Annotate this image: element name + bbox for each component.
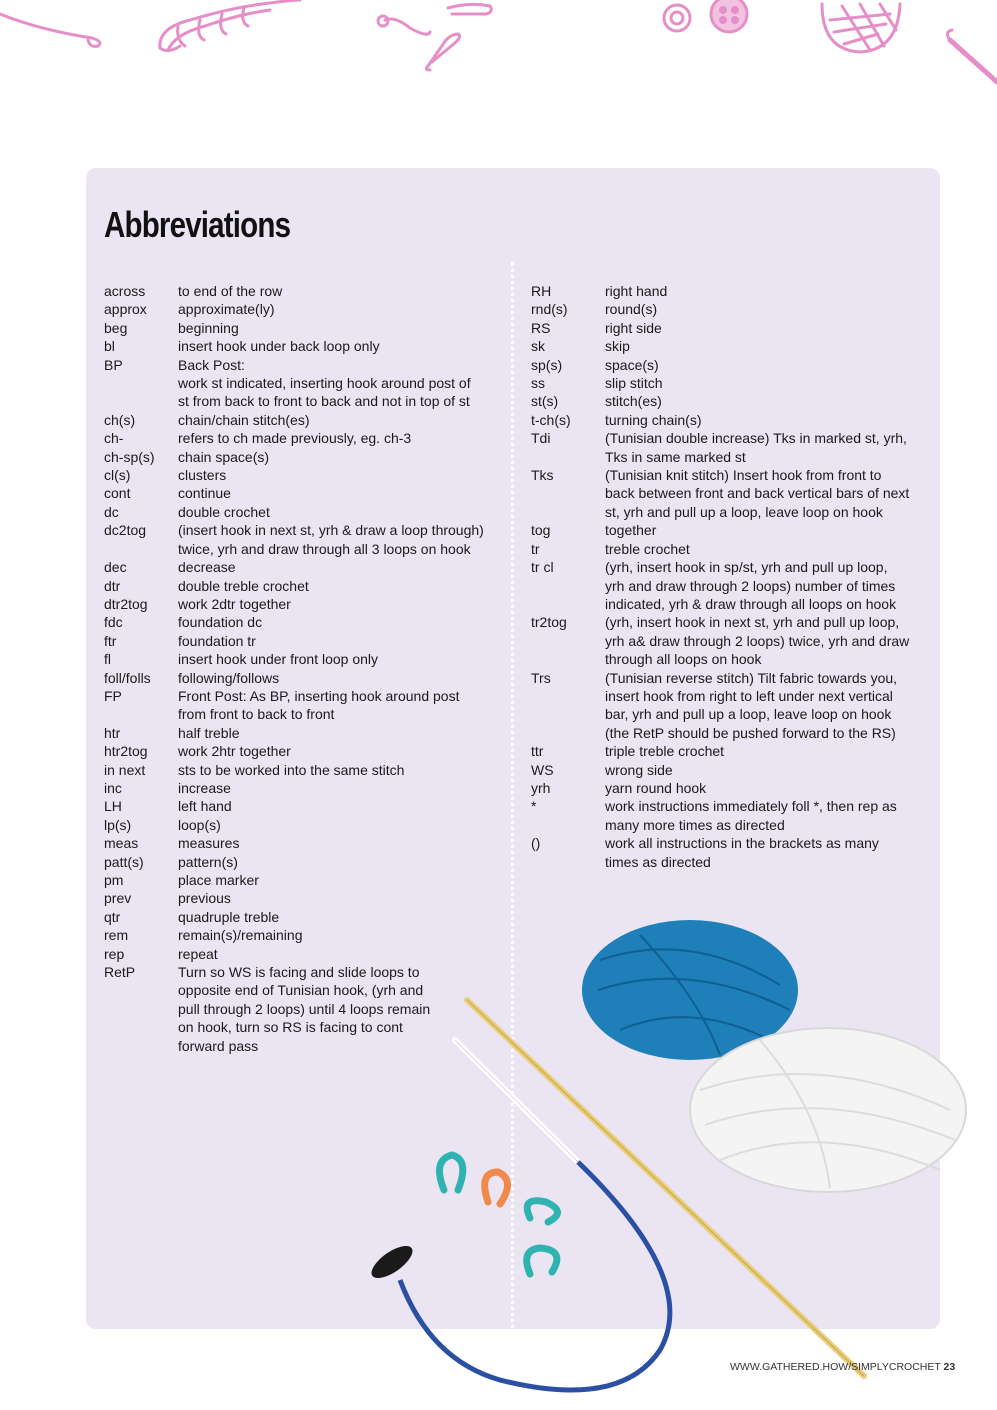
definition-line: to end of the row xyxy=(178,283,283,299)
abbreviation-term: rnd(s) xyxy=(531,301,568,318)
abbreviation-definition xyxy=(178,577,504,595)
abbreviation-entry xyxy=(104,945,504,963)
abbreviation-definition xyxy=(605,374,931,392)
abbreviation-term: rep xyxy=(104,945,125,962)
abbreviation-entry xyxy=(104,429,504,447)
abbreviation-entry xyxy=(531,834,931,871)
definition-line: (yrh, insert hook in next st, yrh and pull up loop, xyxy=(605,614,900,631)
abbreviation-entry xyxy=(104,613,504,631)
abbreviation-term: foll/folls xyxy=(104,669,151,686)
abbreviation-entry xyxy=(104,411,504,429)
abbreviation-entry xyxy=(104,282,504,300)
abbreviation-term: qtr xyxy=(104,908,121,925)
definition-line: back between front and back vertical bars of next xyxy=(605,485,910,502)
abbreviation-term: FP xyxy=(104,687,122,704)
abbreviation-entry xyxy=(104,797,504,815)
abbreviation-term: lp(s) xyxy=(104,816,132,833)
abbreviation-entry xyxy=(531,337,931,355)
definition-line: treble crochet xyxy=(605,540,690,557)
abbreviation-definition xyxy=(178,448,504,466)
abbreviation-term: inc xyxy=(104,779,122,796)
abbreviation-definition xyxy=(178,613,504,631)
abbreviation-term: htr xyxy=(104,724,121,741)
abbreviation-entry xyxy=(531,466,931,521)
abbreviation-definition xyxy=(178,300,504,318)
abbreviation-term: RetP xyxy=(104,964,136,981)
definition-line: remain(s)/remaining xyxy=(178,927,303,944)
definition-line: following/follows xyxy=(178,669,280,686)
abbreviation-definition xyxy=(605,613,931,668)
abbreviation-definition xyxy=(178,797,504,815)
abbreviation-definition xyxy=(605,392,931,410)
abbreviation-term: ch- xyxy=(104,430,124,447)
abbreviation-entry xyxy=(104,908,504,926)
definition-line: turning chain(s) xyxy=(605,411,702,428)
definition-line: round(s) xyxy=(605,301,658,318)
abbreviation-definition xyxy=(605,779,931,797)
abbreviation-term: RS xyxy=(531,319,551,336)
definition-line: yrh a& draw through 2 loops) twice, yrh and draw xyxy=(605,632,910,649)
abbreviation-definition xyxy=(605,761,931,779)
abbreviation-definition xyxy=(605,521,931,539)
abbreviation-term: Tks xyxy=(531,467,554,484)
abbreviation-entry xyxy=(531,319,931,337)
definition-line: work 2htr together xyxy=(178,743,291,760)
definition-line: insert hook from right to left under next vertical xyxy=(605,687,893,704)
abbreviation-entry xyxy=(104,853,504,871)
definition-line: insert hook under back loop only xyxy=(178,338,380,355)
stitch-markers xyxy=(440,1155,558,1274)
abbreviation-term: ss xyxy=(531,375,545,392)
definition-line: sts to be worked into the same stitch xyxy=(178,761,405,778)
abbreviation-term: LH xyxy=(104,798,122,815)
abbreviation-definition xyxy=(178,337,504,355)
definition-line: through all loops on hook xyxy=(605,651,762,668)
abbreviation-definition xyxy=(605,834,931,871)
abbreviation-definition xyxy=(605,558,931,613)
abbreviation-entry xyxy=(104,484,504,502)
abbreviation-entry xyxy=(104,558,504,576)
abbreviation-entry xyxy=(531,411,931,429)
abbreviation-term: dc xyxy=(104,503,119,520)
definition-line: times as directed xyxy=(605,853,711,870)
definition-line: foundation dc xyxy=(178,614,263,631)
definition-line: skip xyxy=(605,338,630,355)
definition-line: (Tunisian double increase) Tks in marked st, yrh, xyxy=(605,430,907,447)
definition-line: from front to back to front xyxy=(178,706,335,723)
abbreviation-definition xyxy=(605,319,931,337)
abbreviation-term: tr cl xyxy=(531,559,554,576)
definition-line: forward pass xyxy=(178,1037,259,1054)
definition-line: increase xyxy=(178,779,231,796)
definition-line: slip stitch xyxy=(605,375,663,392)
abbreviation-entry xyxy=(531,613,931,668)
abbreviation-entry xyxy=(531,392,931,410)
abbreviation-entry xyxy=(104,319,504,337)
abbreviation-definition xyxy=(178,429,504,447)
abbreviation-entry xyxy=(104,595,504,613)
abbreviation-definition xyxy=(605,540,931,558)
definition-line: measures xyxy=(178,835,240,852)
definition-line: work 2dtr together xyxy=(178,595,291,612)
abbreviations-left-column xyxy=(104,282,504,1055)
definition-line: insert hook under front loop only xyxy=(178,651,379,668)
abbreviation-term: rem xyxy=(104,927,129,944)
abbreviation-definition xyxy=(605,466,931,521)
abbreviations-right-column xyxy=(531,282,931,871)
abbreviation-definition xyxy=(178,484,504,502)
abbreviation-definition xyxy=(178,945,504,963)
abbreviation-term: fl xyxy=(104,651,111,668)
abbreviation-definition xyxy=(605,669,931,743)
abbreviation-entry xyxy=(531,429,931,466)
abbreviation-definition xyxy=(605,356,931,374)
abbreviation-definition xyxy=(178,889,504,907)
definition-line: quadruple treble xyxy=(178,908,280,925)
abbreviation-entry xyxy=(531,282,931,300)
abbreviation-definition xyxy=(605,337,931,355)
definition-line: right hand xyxy=(605,283,668,299)
definition-line: right side xyxy=(605,319,662,336)
definition-line: place marker xyxy=(178,872,259,888)
abbreviation-definition xyxy=(178,669,504,687)
abbreviation-entry xyxy=(104,889,504,907)
abbreviation-term: Trs xyxy=(531,669,551,686)
abbreviation-entry xyxy=(104,761,504,779)
abbreviation-entry xyxy=(531,779,931,797)
abbreviation-term: pm xyxy=(104,872,124,888)
cable-hook xyxy=(367,1040,670,1390)
abbreviation-definition xyxy=(605,742,931,760)
definition-line: on hook, turn so RS is facing to cont xyxy=(178,1019,403,1036)
abbreviation-term: dc2tog xyxy=(104,522,147,539)
abbreviation-definition xyxy=(178,466,504,484)
definition-line: foundation tr xyxy=(178,632,256,649)
abbreviation-entry xyxy=(531,761,931,779)
abbreviation-term: tog xyxy=(531,522,551,539)
definition-line: together xyxy=(605,522,657,539)
abbreviation-entry xyxy=(104,742,504,760)
abbreviation-definition xyxy=(178,632,504,650)
abbreviation-entry xyxy=(531,356,931,374)
abbreviation-entry xyxy=(104,521,504,558)
abbreviation-definition xyxy=(178,724,504,742)
abbreviation-term: () xyxy=(531,835,541,852)
abbreviation-term: cont xyxy=(104,485,131,502)
abbreviation-definition xyxy=(178,963,504,1055)
definition-line: chain space(s) xyxy=(178,448,270,465)
definition-line: work instructions immediately foll *, then rep as xyxy=(605,798,897,815)
abbreviation-definition xyxy=(178,503,504,521)
abbreviation-entry xyxy=(104,871,504,889)
abbreviation-definition xyxy=(605,429,931,466)
footer-url: WWW.GATHERED.HOW/SIMPLYCROCHET xyxy=(730,1361,941,1373)
abbreviation-term: st(s) xyxy=(531,393,559,410)
definition-line: left hand xyxy=(178,798,232,815)
abbreviation-term: sk xyxy=(531,338,545,355)
abbreviation-entry xyxy=(531,742,931,760)
abbreviation-definition xyxy=(605,300,931,318)
definition-line: (yrh, insert hook in sp/st, yrh and pull up loop, xyxy=(605,559,888,576)
definition-line: continue xyxy=(178,485,231,502)
abbreviation-entry xyxy=(104,337,504,355)
abbreviation-term: meas xyxy=(104,835,139,852)
abbreviation-term: ftr xyxy=(104,632,117,649)
abbreviation-entry xyxy=(104,926,504,944)
definition-line: clusters xyxy=(178,467,227,484)
definition-line: (insert hook in next st, yrh & draw a loop through) xyxy=(178,522,484,539)
abbreviation-term: Tdi xyxy=(531,430,551,447)
abbreviation-term: fdc xyxy=(104,614,123,631)
abbreviation-entry xyxy=(531,521,931,539)
definition-line: yrh and draw through 2 loops) number of times xyxy=(605,577,896,594)
abbreviation-definition xyxy=(178,816,504,834)
definition-line: Turn so WS is facing and slide loops to xyxy=(178,964,420,981)
abbreviation-definition xyxy=(605,282,931,300)
abbreviation-entry xyxy=(104,356,504,411)
abbreviation-term: prev xyxy=(104,890,132,907)
definition-line: (Tunisian reverse stitch) Tilt fabric towards you, xyxy=(605,669,898,686)
abbreviation-definition xyxy=(178,411,504,429)
abbreviation-definition xyxy=(178,742,504,760)
abbreviation-entry xyxy=(104,963,504,1055)
definition-line: twice, yrh and draw through all 3 loops on hook xyxy=(178,540,471,557)
abbreviation-definition xyxy=(178,834,504,852)
abbreviation-term: tr xyxy=(531,540,540,557)
abbreviation-term: dtr2tog xyxy=(104,595,148,612)
abbreviation-entry xyxy=(104,724,504,742)
definition-line: pull through 2 loops) until 4 loops remain xyxy=(178,1000,431,1017)
definition-line: Tks in same marked st xyxy=(605,448,746,465)
abbreviation-term: sp(s) xyxy=(531,356,563,373)
definition-line: indicated, yrh & draw through all loops on hook xyxy=(605,595,897,612)
abbreviation-entry xyxy=(531,558,931,613)
abbreviation-entry xyxy=(104,779,504,797)
abbreviation-entry xyxy=(531,669,931,743)
definition-line: (the RetP should be pushed forward to the RS) xyxy=(605,724,896,741)
definition-line: many more times as directed xyxy=(605,816,785,833)
white-yarn-ball xyxy=(690,1028,966,1192)
abbreviation-term: dec xyxy=(104,559,127,576)
definition-line: work st indicated, inserting hook around post of xyxy=(178,375,471,392)
definition-line: repeat xyxy=(178,945,218,962)
abbreviation-definition xyxy=(178,908,504,926)
definition-line: pattern(s) xyxy=(178,853,238,870)
definition-line: chain/chain stitch(es) xyxy=(178,411,310,428)
abbreviation-definition xyxy=(178,871,504,889)
abbreviation-definition xyxy=(178,521,504,558)
abbreviation-definition xyxy=(178,650,504,668)
definition-line: approximate(ly) xyxy=(178,301,275,318)
abbreviation-definition xyxy=(178,595,504,613)
definition-line: Back Post: xyxy=(178,356,245,373)
definition-line: refers to ch made previously, eg. ch-3 xyxy=(178,430,412,447)
definition-line: double crochet xyxy=(178,503,270,520)
abbreviation-term: htr2tog xyxy=(104,743,148,760)
definition-line: double treble crochet xyxy=(178,577,309,594)
definition-line: work all instructions in the brackets as many xyxy=(605,835,879,852)
abbreviation-term: * xyxy=(531,798,537,815)
abbreviation-term: patt(s) xyxy=(104,853,144,870)
abbreviation-term: yrh xyxy=(531,779,551,796)
abbreviation-term: in next xyxy=(104,761,146,778)
abbreviation-term: across xyxy=(104,283,146,299)
definition-line: bar, yrh and pull up a loop, leave loop on hook xyxy=(605,706,892,723)
abbreviation-definition xyxy=(178,558,504,576)
definition-line: previous xyxy=(178,890,231,907)
abbreviation-entry xyxy=(104,669,504,687)
abbreviation-term: BP xyxy=(104,356,123,373)
abbreviation-entry xyxy=(104,632,504,650)
definition-line: loop(s) xyxy=(178,816,221,833)
abbreviation-definition xyxy=(178,319,504,337)
abbreviation-entry xyxy=(531,374,931,392)
page-number: 23 xyxy=(943,1361,956,1373)
definition-line: half treble xyxy=(178,724,240,741)
definition-line: st, yrh and pull up a loop, leave loop on hook xyxy=(605,503,883,520)
abbreviation-term: ttr xyxy=(531,743,544,760)
abbreviation-term: ch(s) xyxy=(104,411,136,428)
abbreviation-definition xyxy=(178,356,504,411)
definition-line: space(s) xyxy=(605,356,659,373)
definition-line: Front Post: As BP, inserting hook around post xyxy=(178,687,460,704)
definition-line: decrease xyxy=(178,559,236,576)
abbreviation-term: bl xyxy=(104,338,115,355)
definition-line: opposite end of Tunisian hook, (yrh and xyxy=(178,982,424,999)
page-footer xyxy=(730,1361,955,1373)
abbreviation-definition xyxy=(605,411,931,429)
abbreviation-entry xyxy=(531,540,931,558)
abbreviation-term: dtr xyxy=(104,577,121,594)
abbreviation-term: beg xyxy=(104,319,128,336)
definition-line: triple treble crochet xyxy=(605,743,725,760)
definition-line: yarn round hook xyxy=(605,779,707,796)
abbreviation-entry xyxy=(531,300,931,318)
abbreviation-definition xyxy=(178,687,504,724)
abbreviation-definition xyxy=(178,853,504,871)
abbreviation-definition xyxy=(178,779,504,797)
abbreviation-term: approx xyxy=(104,301,147,318)
abbreviation-term: t-ch(s) xyxy=(531,411,571,428)
abbreviation-entry xyxy=(104,577,504,595)
abbreviation-entry xyxy=(531,797,931,834)
definition-line: stitch(es) xyxy=(605,393,662,410)
abbreviation-definition xyxy=(178,926,504,944)
definition-line: wrong side xyxy=(605,761,673,778)
abbreviation-entry xyxy=(104,816,504,834)
abbreviation-entry xyxy=(104,448,504,466)
abbreviation-term: cl(s) xyxy=(104,467,131,484)
abbreviation-definition xyxy=(178,761,504,779)
abbreviation-term: WS xyxy=(531,761,554,778)
abbreviation-term: RH xyxy=(531,283,552,299)
abbreviation-entry xyxy=(104,300,504,318)
page-title: Abbreviations xyxy=(104,204,291,245)
abbreviation-definition xyxy=(178,282,504,300)
definition-line: beginning xyxy=(178,319,239,336)
abbreviation-definition xyxy=(605,797,931,834)
abbreviation-entry xyxy=(104,503,504,521)
abbreviation-term: ch-sp(s) xyxy=(104,448,155,465)
abbreviation-entry xyxy=(104,834,504,852)
abbreviation-entry xyxy=(104,687,504,724)
definition-line: st from back to front to back and not in top of st xyxy=(178,393,470,410)
definition-line: (Tunisian knit stitch) Insert hook from front to xyxy=(605,467,882,484)
abbreviation-term: tr2tog xyxy=(531,614,567,631)
abbreviation-entry xyxy=(104,650,504,668)
abbreviation-entry xyxy=(104,466,504,484)
